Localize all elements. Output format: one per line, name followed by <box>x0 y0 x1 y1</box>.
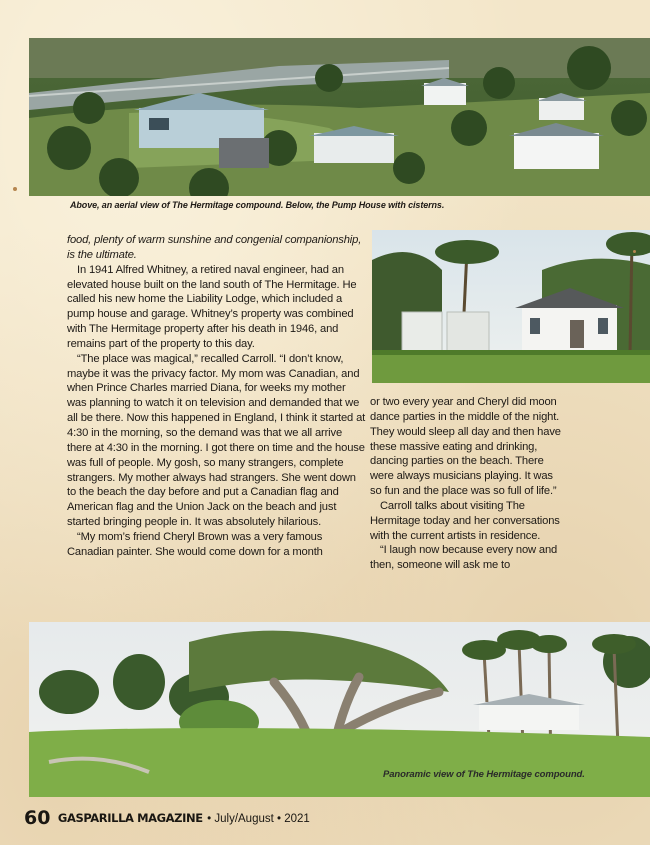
pump-house-photo <box>372 230 650 383</box>
page-footer <box>24 807 310 829</box>
paper-speck <box>13 187 17 191</box>
article-column-left <box>67 233 367 560</box>
article-paragraph: “The place was magical,” recalled Carroll. “I don’t know, maybe it was the privacy factor. My mom was Canadian, and when Prince Charles married Diana, for weeks my mother was planning to watch it on television and demanded that we all be there. Now this happened in England, I think it started at 4:30 in the morning, so the demand was that we all arrive there at 4:30 in the morning. I got there on time and the house was full of people. My gosh, so many strangers, complete strangers. My mother always had strangers. She went down to the beach the day before and put a Canadian flag and American flag and the Union Jack on the beach and just started bringing people in. It was absolutely hilarious. <box>67 352 366 529</box>
article-lead: food, plenty of warm sunshine and congenial companionship, is the ultimate. <box>67 234 362 261</box>
magazine-name: GASPARILLA MAGAZINE <box>57 811 203 825</box>
page-number: 60 <box>24 807 51 829</box>
article-paragraph: Carroll talks about visiting The Hermitage today and her conversations with the current artists in residence. <box>370 499 560 542</box>
article-paragraph: In 1941 Alfred Whitney, a retired naval engineer, had an elevated house built on the land south of The Hermitage. He called his new home the Liability Lodge, which included a pump house and garage. Whitney’s property was combined with The Hermitage property after his death in 1946, and remains part of the property to this day. <box>67 263 357 350</box>
aerial-caption: Above, an aerial view of The Hermitage compound. Below, the Pump House with cisterns. <box>70 200 445 210</box>
paper-speck <box>633 250 636 253</box>
article-paragraph: “I laugh now because every now and then, someone will ask me to <box>370 544 558 572</box>
aerial-photo <box>29 38 650 196</box>
issue-date: • July/August • 2021 <box>207 813 310 825</box>
article-column-right <box>370 395 565 573</box>
panorama-caption: Panoramic view of The Hermitage compound. <box>383 769 585 780</box>
article-paragraph: or two every year and Cheryl did moon dance parties in the middle of the night. They would sleep all day and then have these massive eating and drinking, dancing parties on the beach. There were always musicians playing. It was so fun and the place was so full of life.” <box>370 396 561 498</box>
article-paragraph: “My mom’s friend Cheryl Brown was a very famous Canadian painter. She would come down for a month <box>67 530 323 558</box>
